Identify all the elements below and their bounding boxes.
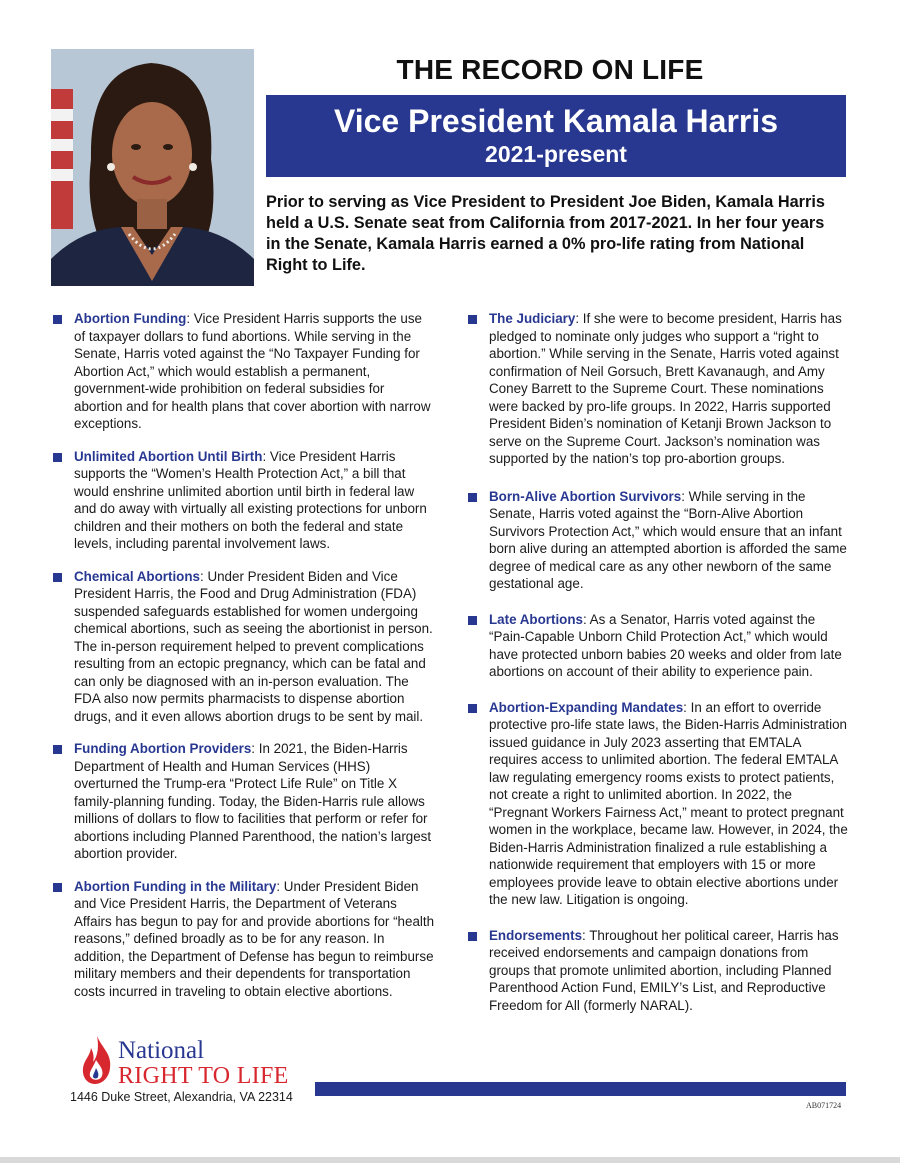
bullet-square-icon (468, 493, 477, 502)
item-heading: Chemical Abortions (74, 568, 200, 584)
logo-line-national: National (118, 1037, 205, 1064)
nrl-logo (80, 1034, 320, 1090)
left-column (53, 310, 435, 1015)
portrait-illustration (51, 49, 254, 286)
item-heading: Unlimited Abortion Until Birth (74, 448, 263, 464)
document-title: THE RECORD ON LIFE (396, 54, 704, 85)
bullet-square-icon (468, 616, 477, 625)
item-heading: Abortion-Expanding Mandates (489, 699, 684, 715)
list-item (53, 878, 435, 1001)
list-item (468, 927, 848, 1015)
page-edge-divider (0, 1157, 900, 1163)
item-heading: Abortion Funding in the Military (74, 878, 277, 894)
list-item (53, 310, 435, 433)
bullet-square-icon (53, 883, 62, 892)
bullet-square-icon (468, 315, 477, 324)
bullet-square-icon (53, 315, 62, 324)
item-heading: The Judiciary (489, 311, 576, 326)
bullet-square-icon (53, 745, 62, 754)
list-item (468, 699, 848, 909)
title-banner (266, 95, 846, 177)
list-item (53, 448, 435, 553)
item-text: : In an effort to override protective pro-life state laws, the Biden-Harris Administration issued guidance in July 2023 asserting that EMTALA requires access to unlimited abortion. The federal EMTALA law regulating emergency rooms exists to protect patients, not create a right to unlimited abortion. In 2022, the “Pregnant Workers Fairness Act,” meant to protect pregnant women in the workplace, became law. However, in 2024, the Biden-Harris Administration finalized a rule establishing a nationwide requirement that employers with 15 or more employees provide leave to obtain elective abortions under the new law. Litigation is ongoing. (489, 699, 848, 907)
document-code: AB071724 (806, 1101, 842, 1110)
item-text: : Throughout her political career, Harris has received endorsements and campaign donations from groups that promote unlimited abortion, including Planned Parenthood Action Fund, EMILY’s List, and Reproductive Freedom for All (formerly NARAL). (489, 927, 839, 1013)
item-text: : If she were to become president, Harris has pledged to nominate only judges who support a “right to abortion.” While serving in the Senate, Harris voted against confirmation of Neil Gorsuch, Brett Kavanaugh, and Amy Coney Barrett to the Supreme Court. These nominations were backed by pro-life groups. In 2022, Harris supported President Biden’s nomination of Ketanji Brown Jackson to serve on the Supreme Court. Jackson’s nomination was supported by the nation’s top pro-abortion groups. (489, 311, 842, 466)
item-heading: Endorsements (489, 927, 583, 943)
footer-address: 1446 Duke Street, Alexandria, VA 22314 (70, 1090, 293, 1104)
item-text: : In 2021, the Biden-Harris Department of Health and Human Services (HHS) overturned the Trump-era “Protect Life Rule” on Title X family-planning funding. Today, the Biden-Harris rule allows millions of dollars to flow to facilities that perform or refer for abortions including Planned Parenthood, the nation’s largest abortion provider. (74, 741, 432, 861)
item-heading: Abortion Funding (74, 311, 187, 326)
footer-bar (315, 1082, 846, 1096)
item-heading: Late Abortions (489, 611, 583, 627)
list-item (53, 740, 435, 863)
item-heading: Funding Abortion Providers (74, 741, 252, 756)
item-text: : While serving in the Senate, Harris voted against the “Born-Alive Abortion Survivors Protection Act,” which would ensure that an infant born alive during an attempted abortion is afforded the same degree of medical care as any other newborn of the same gestational age. (489, 488, 847, 591)
item-text: : Vice President Harris supports the “Women’s Health Protection Act,” a bill that would enshrine unlimited abortion until birth in federal law and do away with virtually all existing protections for unborn children and their mothers on both the federal and state levels, including parental involvement laws. (74, 448, 427, 551)
item-text: : Vice President Harris supports the use of taxpayer dollars to fund abortions. While serving in the Senate, Harris voted against the “No Taxpayer Funding for Abortion Act,” which would establish a permanent, government-wide prohibition on federal subsidies for abortion and for health plans that cover abortion with narrow exceptions. (74, 311, 431, 431)
intro-paragraph: Prior to serving as Vice President to President Joe Biden, Kamala Harris held a U.S. Senate seat from California from 2017-2021. In her four years in the Senate, Kamala Harris earned a 0% pro-life rating from National Right to Life. (266, 193, 825, 274)
right-column (468, 310, 848, 1029)
bullet-square-icon (468, 932, 477, 941)
list-item (468, 488, 848, 593)
bullet-square-icon (468, 704, 477, 713)
list-item (468, 611, 848, 681)
bullet-square-icon (53, 453, 62, 462)
item-text: : As a Senator, Harris voted against the “Pain-Capable Unborn Child Protection Act,” which would have protected unborn babies 20 weeks and older from late abortions on account of their ability to experience pain. (489, 611, 842, 679)
item-text: : Under President Biden and Vice President Harris, the Food and Drug Administration (FDA) suspended safeguards established for women undergoing chemical abortions, such as seeing the abortionist in person. The in-person requirement helped to prevent complications resulting from an ectopic pregnancy, which can be fatal and can only be diagnosed with an in-person evaluation. The FDA also now permits pharmacists to dispense abortion drugs, and it even allows abortion drugs to be sent by mail. (74, 568, 433, 724)
term-years: 2021-present (485, 141, 627, 167)
bullet-square-icon (53, 573, 62, 582)
list-item (468, 310, 848, 468)
subject-name: Vice President Kamala Harris (333, 103, 779, 139)
list-item (53, 568, 435, 726)
item-heading: Born-Alive Abortion Survivors (489, 488, 682, 504)
portrait-photo (51, 49, 254, 286)
flame-icon (80, 1034, 114, 1086)
item-text: : Under President Biden and Vice President Harris, the Department of Veterans Affairs has begun to pay for and provide abortions for “health reasons,” defined broadly as to be for any reason. In addition, the Department of Defense has begun to reimburse military members and their dependents for transportation costs incurred in traveling to obtain elective abortions. (74, 878, 435, 999)
logo-line-right-to-life: RIGHT TO LIFE (118, 1063, 289, 1089)
